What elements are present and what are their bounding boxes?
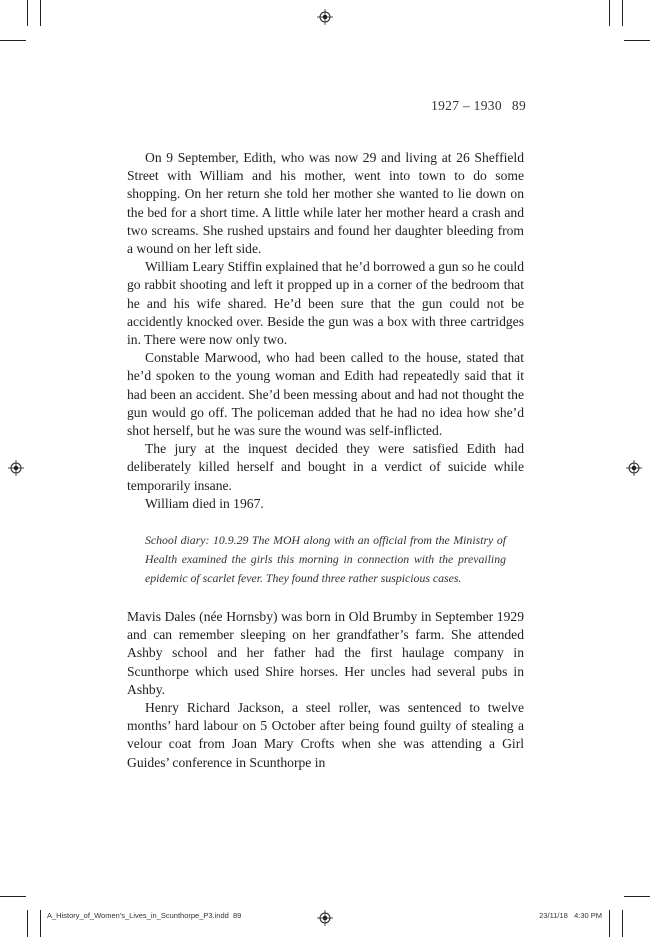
paragraph: Mavis Dales (née Hornsby) was born in Old Brumby in September 1929 and can remember sleeping on her grandfather’s farm. She attended Ashby school and her father had the first haulage company in Scunthorpe which used Shire horses. Her uncles had several pubs in Ashby.	[127, 609, 524, 697]
crop-mark	[0, 40, 26, 41]
slug-time: 4:30 PM	[574, 911, 602, 920]
crop-mark	[624, 40, 650, 41]
slug-date: 23/11/18	[539, 911, 568, 920]
running-head-section: 1927 – 1930	[431, 98, 502, 113]
page-number: 89	[511, 98, 526, 113]
paragraph: The jury at the inquest decided they were satisfied Edith had deliberately killed herself and bought in a verdict of suicide while temporarily insane.	[127, 441, 524, 493]
body-text	[127, 149, 524, 772]
paragraph: On 9 September, Edith, who was now 29 and living at 26 Sheffield Street with William and his mother, went into town to do some shopping. On her return she told her mother she wanted to lie down on the bed for a short time. A little while later her mother heard a crash and two screams. She rushed upstairs and found her daughter bleeding from a wound on her left side.	[127, 150, 524, 257]
paragraph: Henry Richard Jackson, a steel roller, was sentenced to twelve months’ hard labour on 5 October after being found guilty of stealing a velour coat from Joan Mary Crofts when she was attending a Girl Guides’ conference in Scunthorpe in	[127, 700, 524, 770]
running-head	[0, 98, 526, 114]
crop-mark	[40, 0, 41, 26]
diary-extract: School diary: 10.9.29 The MOH along with an official from the Ministry of Health examined the girls this morning in connection with the prevailing epidemic of scarlet fever. They found three rather suspicious cases.	[145, 533, 506, 586]
crop-mark	[27, 910, 28, 937]
slug-filename: A_History_of_Women's_Lives_in_Scunthorpe_P3.indd	[47, 911, 229, 920]
crop-mark	[624, 896, 650, 897]
crop-mark	[622, 910, 623, 937]
slug-line-right	[539, 911, 602, 920]
crop-mark	[27, 0, 28, 26]
registration-mark-icon	[626, 460, 642, 476]
registration-mark-icon	[8, 460, 24, 476]
crop-mark	[40, 910, 41, 937]
slug-page: 89	[233, 911, 242, 920]
crop-mark	[622, 0, 623, 26]
registration-mark-icon	[317, 9, 333, 25]
crop-mark	[609, 0, 610, 26]
paragraph: William died in 1967.	[145, 495, 264, 511]
registration-mark-icon	[317, 910, 333, 926]
crop-mark	[0, 896, 26, 897]
slug-line-left	[47, 911, 241, 920]
crop-mark	[609, 910, 610, 937]
paragraph: William Leary Stiffin explained that he’d borrowed a gun so he could go rabbit shooting and left it propped up in a corner of the bedroom that he and his wife shared. He’d been sure that the gun could not be accidently knocked over. Beside the gun was a box with three cartridges in. There were now only two.	[127, 259, 524, 348]
paragraph: Constable Marwood, who had been called to the house, stated that he’d spoken to the young woman and Edith had repeatedly said that it had been an accident. She’d been messing about and had not thought the gun would go off. The policeman added that he had no idea how she’d shot herself, but he was sure the wound was self-inflicted.	[127, 350, 524, 439]
